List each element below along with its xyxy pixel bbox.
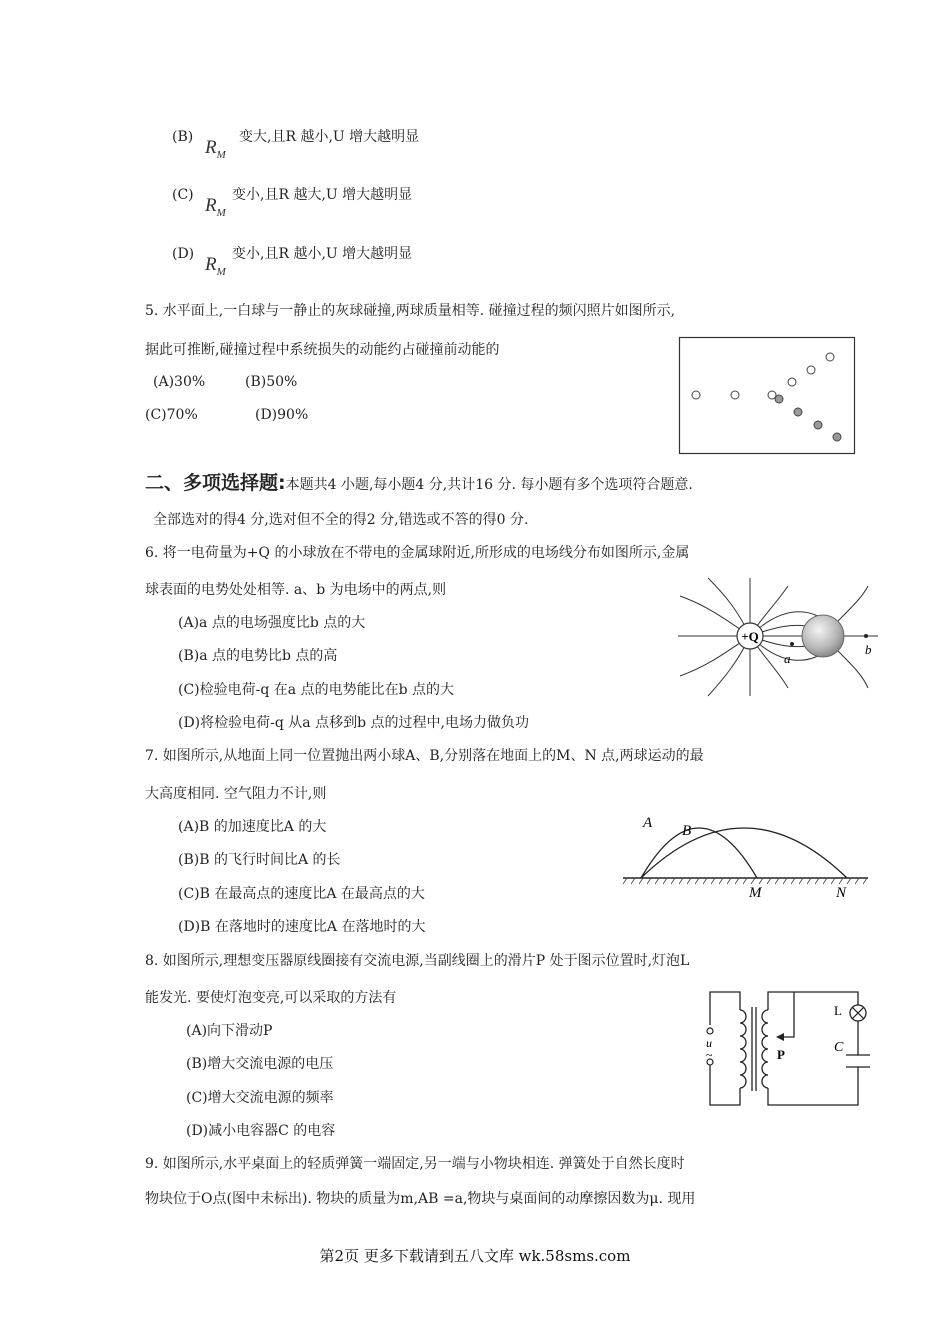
electric-field-figure [678, 576, 878, 698]
rm-symbol: $R_M$ [205, 254, 226, 278]
section-2-header [145, 470, 693, 498]
section-2-desc-line2: 全部选对的得4 分,选对但不全的得2 分,错选或不答的得0 分. [153, 512, 529, 528]
slider-label: P [777, 1047, 785, 1062]
q9-stem-line2: 物块位于O点(图中未标出). 物块的质量为m,AB =a,物块与桌面间的动摩擦因数为μ. 现用 [145, 1191, 696, 1207]
q8-stem-line1: 8. 如图所示,理想变压器原线圈接有交流电源,当副线圈上的滑片P 处于图示位置时,灯泡L [145, 953, 690, 969]
q7-stem-line2: 大高度相同. 空气阻力不计,则 [145, 786, 327, 802]
point-m-label: M [749, 885, 762, 901]
collision-strobe-figure [679, 337, 855, 454]
projectile-figure [623, 805, 868, 900]
q5-stem-line1: 5. 水平面上,一白球与一静止的灰球碰撞,两球质量相等. 碰撞过程的频闪照片如图所示, [145, 303, 676, 319]
q6-stem-line2: 球表面的电势处处相等. a、b 为电场中的两点,则 [145, 582, 447, 598]
rm-symbol: $R_M$ [205, 137, 226, 161]
q6-stem-line1: 6. 将一电荷量为+Q 的小球放在不带电的金属球附近,所形成的电场线分布如图所示,金属 [145, 545, 690, 561]
capacitor-label: C [834, 1040, 844, 1055]
q5-option-b: (B)50% [245, 374, 298, 390]
q6-option-d: (D)将检验电荷-q 从a 点移到b 点的过程中,电场力做负功 [178, 715, 529, 731]
point-a-label: a [784, 651, 791, 666]
ball-a-label: A [643, 815, 653, 831]
q5-option-d: (D)90% [255, 407, 309, 423]
q4-option-c-text: 变小,且R 越大,U 增大越明显 [232, 187, 413, 203]
q5-stem-line2: 据此可推断,碰撞过程中系统损失的动能约占碰撞前动能的 [145, 342, 500, 358]
ball-b-label: B [682, 823, 692, 839]
q7-option-a: (A)B 的加速度比A 的大 [178, 819, 327, 835]
q8-stem-line2: 能发光. 要使灯泡变亮,可以采取的方法有 [145, 990, 397, 1006]
q8-option-d: (D)减小电容器C 的电容 [186, 1123, 336, 1139]
charge-label: +Q [741, 629, 759, 644]
q7-option-b: (B)B 的飞行时间比A 的长 [178, 852, 341, 868]
q7-stem-line1: 7. 如图所示,从地面上同一位置抛出两小球A、B,分别落在地面上的M、N 点,两球运动的最 [145, 748, 704, 764]
lamp-label: L [834, 1003, 842, 1018]
q4-option-d-text: 变小,且R 越小,U 增大越明显 [232, 246, 413, 262]
q4-option-d-label: (D) [172, 246, 195, 262]
q4-option-b-text: 变大,且R 越小,U 增大越明显 [239, 129, 420, 145]
q4-option-c-label: (C) [172, 187, 194, 203]
page-footer: 第2页 更多下载请到五八文库 wk.58sms.com [319, 1247, 631, 1265]
q6-option-c: (C)检验电荷-q 在a 点的电势能比在b 点的大 [178, 682, 454, 698]
q5-option-a: (A)30% [153, 374, 206, 390]
q9-stem-line1: 9. 如图所示,水平桌面上的轻质弹簧一端固定,另一端与小物块相连. 弹簧处于自然长度时 [145, 1156, 685, 1172]
rm-symbol: $R_M$ [205, 195, 226, 219]
q8-option-a: (A)向下滑动P [186, 1023, 273, 1039]
q6-option-b: (B)a 点的电势比b 点的高 [178, 648, 338, 664]
ac-symbol: ~ [706, 1048, 713, 1062]
section-2-title: 二、多项选择题: [145, 472, 286, 494]
transformer-circuit-figure [700, 985, 870, 1110]
source-voltage-label: u [706, 1036, 712, 1050]
point-n-label: N [836, 885, 847, 901]
q4-option-b-label: (B) [172, 129, 194, 145]
q6-option-a: (A)a 点的电场强度比b 点的大 [178, 615, 366, 631]
section-2-desc: 本题共4 小题,每小题4 分,共计16 分. 每小题有多个选项符合题意. [285, 477, 693, 493]
q7-option-d: (D)B 在落地时的速度比A 在落地时的大 [178, 919, 426, 935]
q7-option-c: (C)B 在最高点的速度比A 在最高点的大 [178, 886, 425, 902]
point-b-label: b [865, 642, 872, 657]
q5-option-c: (C)70% [145, 407, 198, 423]
q8-option-c: (C)增大交流电源的频率 [186, 1090, 334, 1106]
q8-option-b: (B)增大交流电源的电压 [186, 1056, 334, 1072]
